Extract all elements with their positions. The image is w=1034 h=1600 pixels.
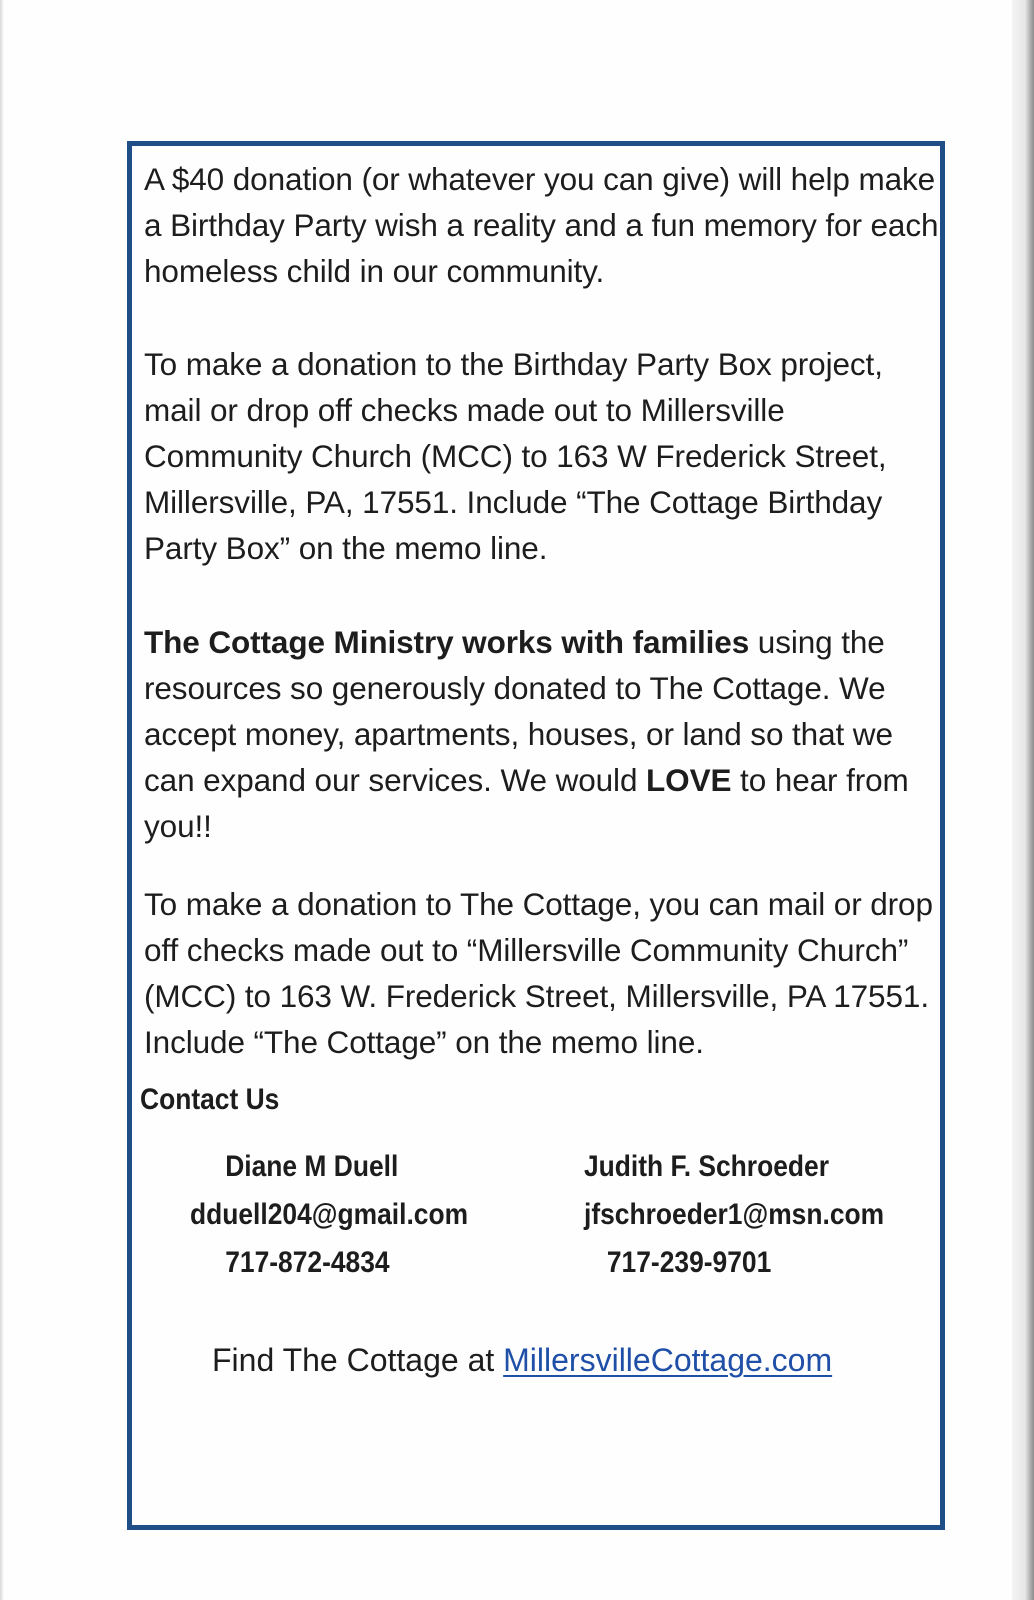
ministry-paragraph-text-b: to hear from you!! [144, 762, 909, 844]
ministry-paragraph-bold-love: LOVE [646, 762, 732, 798]
page-edge-left [0, 0, 4, 1600]
website-line [212, 1342, 832, 1379]
page-edge-right [1012, 0, 1034, 1600]
contact-name: Diane M Duell [225, 1150, 399, 1183]
contact-phone[interactable]: 717-872-4834 [225, 1246, 390, 1279]
birthday-donation-paragraph: A $40 donation (or whatever you can give) will help make a Birthday Party wish a reality and a fun memory for each homeless child in our community. [144, 161, 939, 289]
contact-card-judith [584, 1143, 883, 1287]
contact-name: Judith F. Schroeder [584, 1150, 829, 1183]
cottage-donation-paragraph: To make a donation to The Cottage, you can mail or drop off checks made out to “Millersville Community Church” (MCC) to 163 W. Frederick Street, Millersville, PA 17551. Include “The Cottage” on the memo line. [144, 886, 933, 1060]
website-prefix: Find The Cottage at [212, 1342, 504, 1378]
ministry-paragraph-bold-lead: The Cottage Ministry works with families [144, 624, 750, 660]
contact-email[interactable]: jfschroeder1@msn.com [584, 1198, 885, 1231]
birthday-box-instructions-paragraph: To make a donation to the Birthday Party Box project, mail or drop off checks made out to Millersville Community Church (MCC) to 163 W Frederick Street, Millersville, PA, 17551. Include “The Cottage Birthday Party Box” on the memo line. [144, 346, 887, 566]
ministry-paragraph [144, 619, 944, 849]
contact-card-diane [190, 1143, 489, 1287]
flyer-frame [127, 141, 945, 1530]
contact-phone[interactable]: 717-239-9701 [606, 1246, 772, 1279]
website-link[interactable]: MillersvilleCottage.com [503, 1342, 833, 1378]
contact-email[interactable]: dduell204@gmail.com [190, 1198, 469, 1231]
contact-heading: Contact Us [140, 1083, 280, 1116]
ministry-paragraph-text-a: using the resources so generously donated to The Cottage. We accept money, apartments, houses, or land so that we can expand our services. We would [144, 624, 893, 798]
